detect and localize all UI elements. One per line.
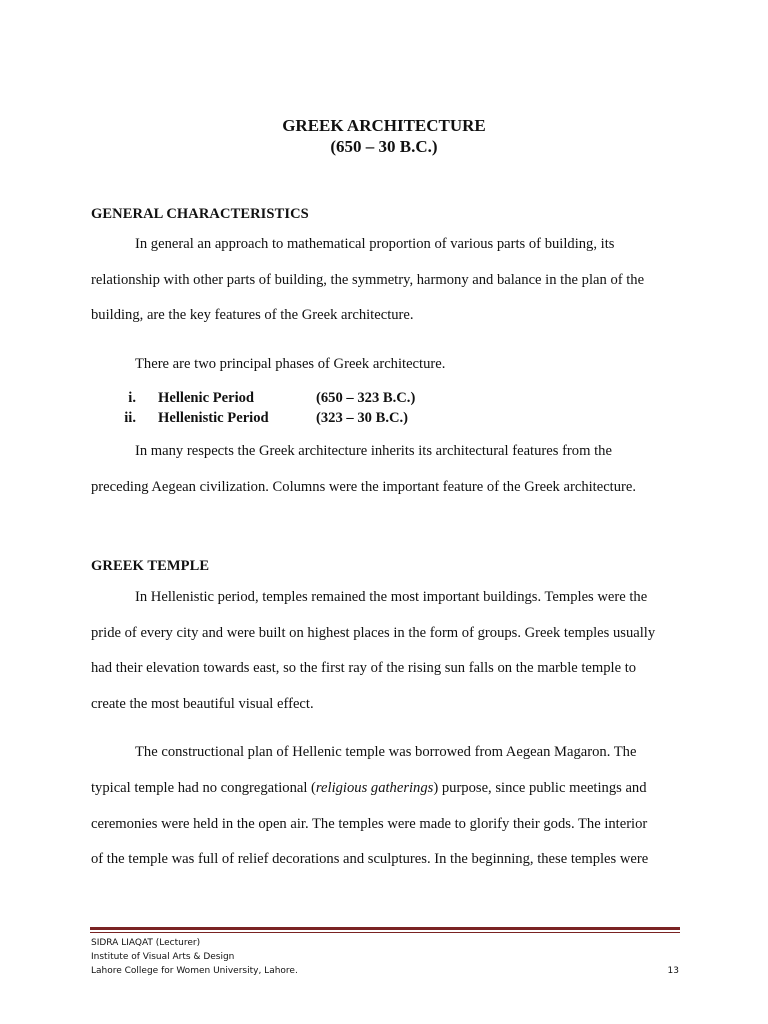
paragraph-line: pride of every city and were built on highest places in the form of groups. Greek temples usually <box>91 625 656 641</box>
footer-author: SIDRA LIAQAT (Lecturer) <box>91 938 201 948</box>
section-heading-temple: GREEK TEMPLE <box>91 558 210 574</box>
paragraph-line: create the most beautiful visual effect. <box>91 696 314 712</box>
phase-number: ii. <box>124 410 136 426</box>
text-run: ) purpose, since public meetings and <box>433 780 647 796</box>
paragraph-line: In Hellenistic period, temples remained the most important buildings. Temples were the <box>135 589 648 605</box>
phase-date: (323 – 30 B.C.) <box>316 410 409 426</box>
paragraph-line: ceremonies were held in the open air. The temples were made to glorify their gods. The interior <box>91 816 648 832</box>
text-run: typical temple had no congregational ( <box>91 780 316 796</box>
footer-divider-thick <box>90 927 680 930</box>
paragraph-line: preceding Aegean civilization. Columns were the important feature of the Greek architecture. <box>91 479 637 495</box>
document-title: GREEK ARCHITECTURE <box>282 116 486 135</box>
footer-institute: Institute of Visual Arts & Design <box>91 952 235 962</box>
footer-divider-thin <box>90 932 680 933</box>
paragraph-line: relationship with other parts of building, the symmetry, harmony and balance in the plan of the <box>91 272 645 288</box>
document-subtitle-dates: (650 – 30 B.C.) <box>330 137 438 156</box>
paragraph-line: building, are the key features of the Greek architecture. <box>91 307 414 323</box>
phase-name: Hellenistic Period <box>158 410 269 426</box>
section-heading-general: GENERAL CHARACTERISTICS <box>91 206 309 222</box>
page-number: 13 <box>667 966 679 976</box>
paragraph-line: of the temple was full of relief decorations and sculptures. In the beginning, these temples were <box>91 851 649 867</box>
paragraph-line: In general an approach to mathematical proportion of various parts of building, its <box>135 236 615 252</box>
footer-university: Lahore College for Women University, Lahore. <box>91 966 298 976</box>
paragraph-line-with-italic <box>91 779 647 797</box>
phase-date: (650 – 323 B.C.) <box>316 390 416 406</box>
paragraph-line: had their elevation towards east, so the first ray of the rising sun falls on the marble temple to <box>91 660 637 676</box>
italic-term: religious gatherings <box>315 780 434 796</box>
paragraph-line: The constructional plan of Hellenic temple was borrowed from Aegean Magaron. The <box>135 744 637 760</box>
phases-intro: There are two principal phases of Greek architecture. <box>135 356 446 372</box>
phase-name: Hellenic Period <box>158 390 255 406</box>
phase-number: i. <box>128 390 136 406</box>
paragraph-line: In many respects the Greek architecture inherits its architectural features from the <box>135 443 612 459</box>
